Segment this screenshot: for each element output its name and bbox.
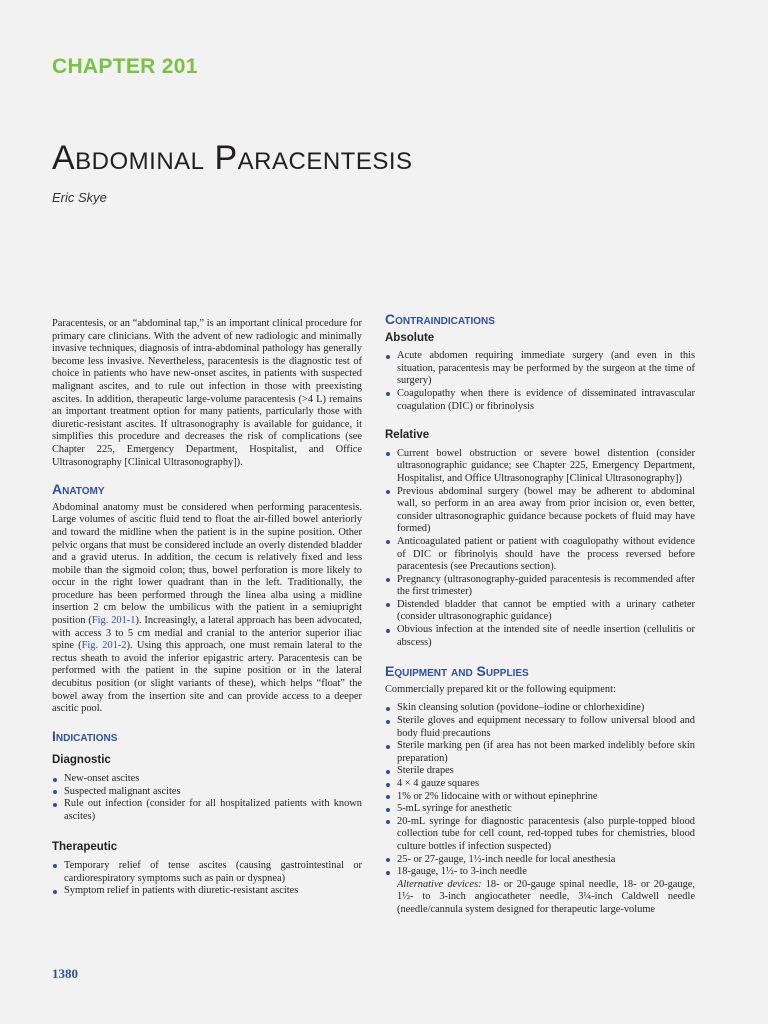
list-item: Sterile marking pen (if area has not been marked indelibly before skin preparation) [385, 740, 695, 765]
list-item: Sterile drapes [385, 765, 695, 778]
list-item: Suspected malignant ascites [52, 786, 362, 799]
relative-list [385, 448, 695, 650]
left-column [52, 318, 362, 898]
relative-subheading: Relative [385, 429, 430, 442]
list-item: 20-mL syringe for diagnostic paracentesis (also purple-topped blood collection tube for cell count, red-topped tubes for chemistries, blood culture bottles if infection suspected) [385, 816, 695, 854]
list-item: Coagulopathy when there is evidence of disseminated intravascular coagulation (DIC) or fibrinolysis [385, 388, 695, 413]
list-item: 18-gauge, 1½- to 3-inch needle [385, 866, 695, 879]
anatomy-paragraph [52, 502, 362, 716]
list-item: 25- or 27-gauge, 1½-inch needle for local anesthesia [385, 854, 695, 867]
therapeutic-list [52, 860, 362, 898]
anatomy-text-a: Abdominal anatomy must be considered when performing paracentesis. Large volumes of ascitic fluid tend to float the air-filled bowel anteriorly and toward the midline when the patient is in the supine position. Other pelvic organs that must be considered include an overly distended bladder and a gravid uterus. In addition, the cecum is relatively fixed and less mobile than the sigmoid colon; thus, bowel perforation is more likely to occur in the right lower quadrant than in the left. Traditionally, the procedure has been performed through the linea alba using a midline insertion 2 cm below the umbilicus with the patient in a semiupright position ( [52, 501, 362, 627]
anatomy-text-c: ). Using this approach, one must remain lateral to the rectus sheath to avoid the inferior epigastric artery. Paracentesis can be performed with the patient in the supine position or in the lateral decubitus position (or slight variants of these), which helps “float” the bowel away from the insertion site and can provide access to a deeper ascitic pool. [52, 640, 362, 715]
page-title: Abdominal Paracentesis [52, 139, 413, 177]
alternative-devices-label: Alternative devices: [397, 878, 482, 890]
list-item: Skin cleansing solution (povidone–iodine or chlorhexidine) [385, 702, 695, 715]
anatomy-heading: Anatomy [52, 481, 105, 498]
list-item: New-onset ascites [52, 773, 362, 786]
diagnostic-list [52, 773, 362, 823]
alternative-devices-text: 18- or 20-gauge spinal needle, 18- or 20-gauge, 1½- to 3-inch angiocatheter needle, 3¼-inch Caldwell needle (needle/cannula system designed for therapeutic large-volume [397, 878, 696, 915]
author-name: Eric Skye [52, 190, 107, 205]
list-item: Acute abdomen requiring immediate surgery (and even in this situation, paracentesis may be performed by the surgeon at the time of surgery) [385, 350, 695, 388]
absolute-subheading: Absolute [385, 331, 435, 344]
list-item: Rule out infection (consider for all hospitalized patients with known ascites) [52, 798, 362, 823]
list-item: Anticoagulated patient or patient with coagulopathy without evidence of DIC or fibrinolyis should have the process reversed before paracentesis (see Precautions section). [385, 536, 695, 574]
list-item: Pregnancy (ultrasonography-guided paracentesis is recommended after the first trimester) [385, 574, 695, 599]
fig-201-2-link[interactable]: Fig. 201-2 [81, 640, 127, 652]
list-item: Temporary relief of tense ascites (causing gastrointestinal or cardiorespiratory symptoms such as pain or dyspnea) [52, 860, 362, 885]
equipment-list [385, 702, 695, 878]
list-item: Current bowel obstruction or severe bowel distention (consider ultrasonographic guidance; see Chapter 225, Emergency Department, Hospitalist, and Office Ultrasonography [Clinical Ultrasonography]) [385, 448, 695, 486]
list-item: 4 × 4 gauze squares [385, 778, 695, 791]
intro-paragraph: Paracentesis, or an “abdominal tap,” is an important clinical procedure for primary care clinicians. With the advent of new radiologic and minimally invasive techniques, diagnosis of intra-abdominal pathology has generally become less invasive. Nevertheless, paracentesis is the diagnostic test of choice in patients who have new-onset ascites, in patients with suspected malignant ascites, and to rule out infection in those with preexisting ascites. In addition, therapeutic large-volume paracentesis (>4 L) remains an important treatment option for many patients, particularly those with diuretic-resistant ascites. If ultrasonography is available for guidance, it simplifies this procedure and decreases the risk of complications (see Chapter 225, Emergency Department, Hospitalist, and Office Ultrasonography [Clinical Ultrasonography]). [52, 318, 362, 468]
diagnostic-subheading: Diagnostic [52, 754, 111, 767]
page-number: 1380 [52, 966, 78, 981]
anatomy-text-b: ). Increasingly, a lateral approach has been advocated, with access 3 to 5 cm medial and cranial to the anterior superior iliac spine ( [52, 615, 362, 652]
absolute-list [385, 350, 695, 413]
list-item: Symptom relief in patients with diuretic-resistant ascites [52, 885, 362, 898]
list-item: 1% or 2% lidocaine with or without epinephrine [385, 791, 695, 804]
fig-201-1-link[interactable]: Fig. 201-1 [91, 615, 136, 627]
therapeutic-subheading: Therapeutic [52, 841, 118, 854]
chapter-label: CHAPTER 201 [52, 55, 198, 78]
list-item: 5-mL syringe for anesthetic [385, 803, 695, 816]
equipment-intro: Commercially prepared kit or the following equipment: [385, 683, 616, 695]
right-column [385, 313, 695, 917]
list-item: Distended bladder that cannot be emptied with a urinary catheter (consider ultrasonographic guidance) [385, 599, 695, 624]
indications-heading: Indications [52, 727, 118, 744]
list-item: Sterile gloves and equipment necessary to follow universal blood and body fluid precautions [385, 715, 695, 740]
list-item: Previous abdominal surgery (bowel may be adherent to abdominal wall, so perform in an area away from prior incision or, even better, consider ultrasonographic guidance because pockets of fluid may have formed) [385, 486, 695, 536]
contraindications-heading: Contraindications [385, 311, 495, 327]
equipment-heading: Equipment and Supplies [385, 663, 529, 680]
alternative-devices [397, 879, 695, 917]
list-item: Obvious infection at the intended site of needle insertion (cellulitis or abscess) [385, 624, 695, 649]
